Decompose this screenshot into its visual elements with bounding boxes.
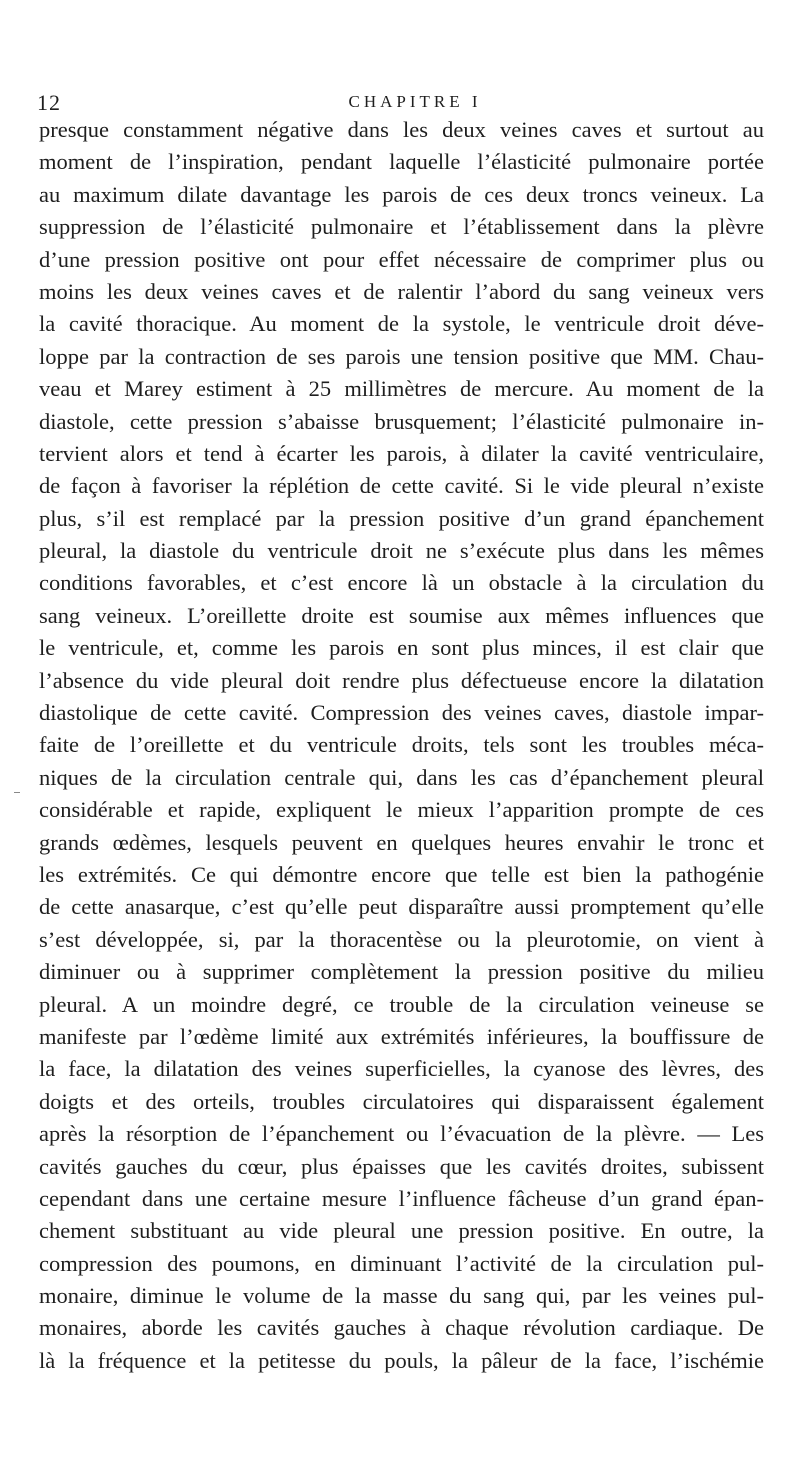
text-line: loppe par la contraction de ses parois une tension positive que MM. Chau- xyxy=(39,343,764,369)
text-line: suppression de l’élasticité pulmonaire et l’établissement dans la plèvre xyxy=(39,214,764,240)
text-line: moment de l’inspiration, pendant laquelle l’élasticité pulmonaire portée xyxy=(39,149,764,175)
margin-mark xyxy=(14,792,20,793)
text-line: cavités gauches du cœur, plus épaisses que les cavités droites, subissent xyxy=(39,1153,764,1179)
text-line: de façon à favoriser la réplétion de cette cavité. Si le vide pleural n’existe xyxy=(39,473,764,499)
text-line: moins les deux veines caves et de ralentir l’abord du sang veineux vers xyxy=(39,278,764,304)
text-line: diastolique de cette cavité. Compression des veines caves, diastole impar- xyxy=(39,700,764,726)
text-line: doigts et des orteils, troubles circulatoires qui disparaissent également xyxy=(39,1088,764,1114)
text-line: de cette anasarque, c’est qu’elle peut disparaître aussi promptement qu’elle xyxy=(39,894,764,920)
text-line: les extrémités. Ce qui démontre encore que telle est bien la pathogénie xyxy=(39,861,764,887)
text-line: diastole, cette pression s’abaisse brusquement; l’élasticité pulmonaire in- xyxy=(39,408,764,434)
page-number: 12 xyxy=(37,90,61,115)
text-line: diminuer ou à supprimer complètement la pression positive du milieu xyxy=(39,959,764,985)
text-line: la cavité thoracique. Au moment de la systole, le ventricule droit déve- xyxy=(39,311,764,337)
text-line: veau et Marey estiment à 25 millimètres de mercure. Au moment de la xyxy=(39,376,764,402)
text-line: conditions favorables, et c’est encore là un obstacle à la circulation du xyxy=(39,570,764,596)
text-line: faite de l’oreillette et du ventricule droits, tels sont les troubles méca- xyxy=(39,732,764,758)
text-line: monaire, diminue le volume de la masse du sang qui, par les veines pul- xyxy=(39,1283,764,1309)
text-line: monaires, aborde les cavités gauches à chaque révolution cardiaque. De xyxy=(39,1315,764,1341)
running-head: CHAPITRE I xyxy=(348,92,482,111)
text-line: plus, s’il est remplacé par la pression positive d’un grand épanchement xyxy=(39,505,764,531)
text-line: sang veineux. L’oreillette droite est soumise aux mêmes influences que xyxy=(39,602,764,628)
text-line: d’une pression positive ont pour effet nécessaire de comprimer plus ou xyxy=(39,246,764,272)
text-line: presque constamment négative dans les deux veines caves et surtout au xyxy=(39,117,764,142)
text-line: s’est développée, si, par la thoracentèse ou la pleurotomie, on vient à xyxy=(39,926,764,952)
text-line: pleural, la diastole du ventricule droit ne s’exécute plus dans les mêmes xyxy=(39,538,764,564)
text-line: la face, la dilatation des veines superficielles, la cyanose des lèvres, des xyxy=(39,1056,764,1082)
text-line: au maximum dilate davantage les parois de ces deux troncs veineux. La xyxy=(39,181,764,207)
text-line: pleural. A un moindre degré, ce trouble de la circulation veineuse se xyxy=(39,991,764,1017)
text-line: manifeste par l’œdème limité aux extrémités inférieures, la bouffissure de xyxy=(39,1023,764,1049)
text-line: l’absence du vide pleural doit rendre plus défectueuse encore la dilatation xyxy=(39,667,764,693)
text-line: grands œdèmes, lesquels peuvent en quelques heures envahir le tronc et xyxy=(39,829,764,855)
text-line: le ventricule, et, comme les parois en sont plus minces, il est clair que xyxy=(39,635,764,661)
text-line: tervient alors et tend à écarter les parois, à dilater la cavité ventriculaire, xyxy=(39,440,764,466)
text-line: compression des poumons, en diminuant l’activité de la circulation pul- xyxy=(39,1250,764,1276)
body-text xyxy=(39,114,764,1377)
text-line: là la fréquence et la petitesse du pouls, la pâleur de la face, l’ischémie xyxy=(39,1347,764,1373)
text-line: chement substituant au vide pleural une pression positive. En outre, la xyxy=(39,1218,764,1244)
text-line: considérable et rapide, expliquent le mieux l’apparition prompte de ces xyxy=(39,797,764,823)
text-line: après la résorption de l’épanchement ou l’évacuation de la plèvre. — Les xyxy=(39,1121,764,1147)
text-line: niques de la circulation centrale qui, dans les cas d’épanchement pleural xyxy=(39,764,764,790)
text-line: cependant dans une certaine mesure l’influence fâcheuse d’un grand épan- xyxy=(39,1185,764,1211)
